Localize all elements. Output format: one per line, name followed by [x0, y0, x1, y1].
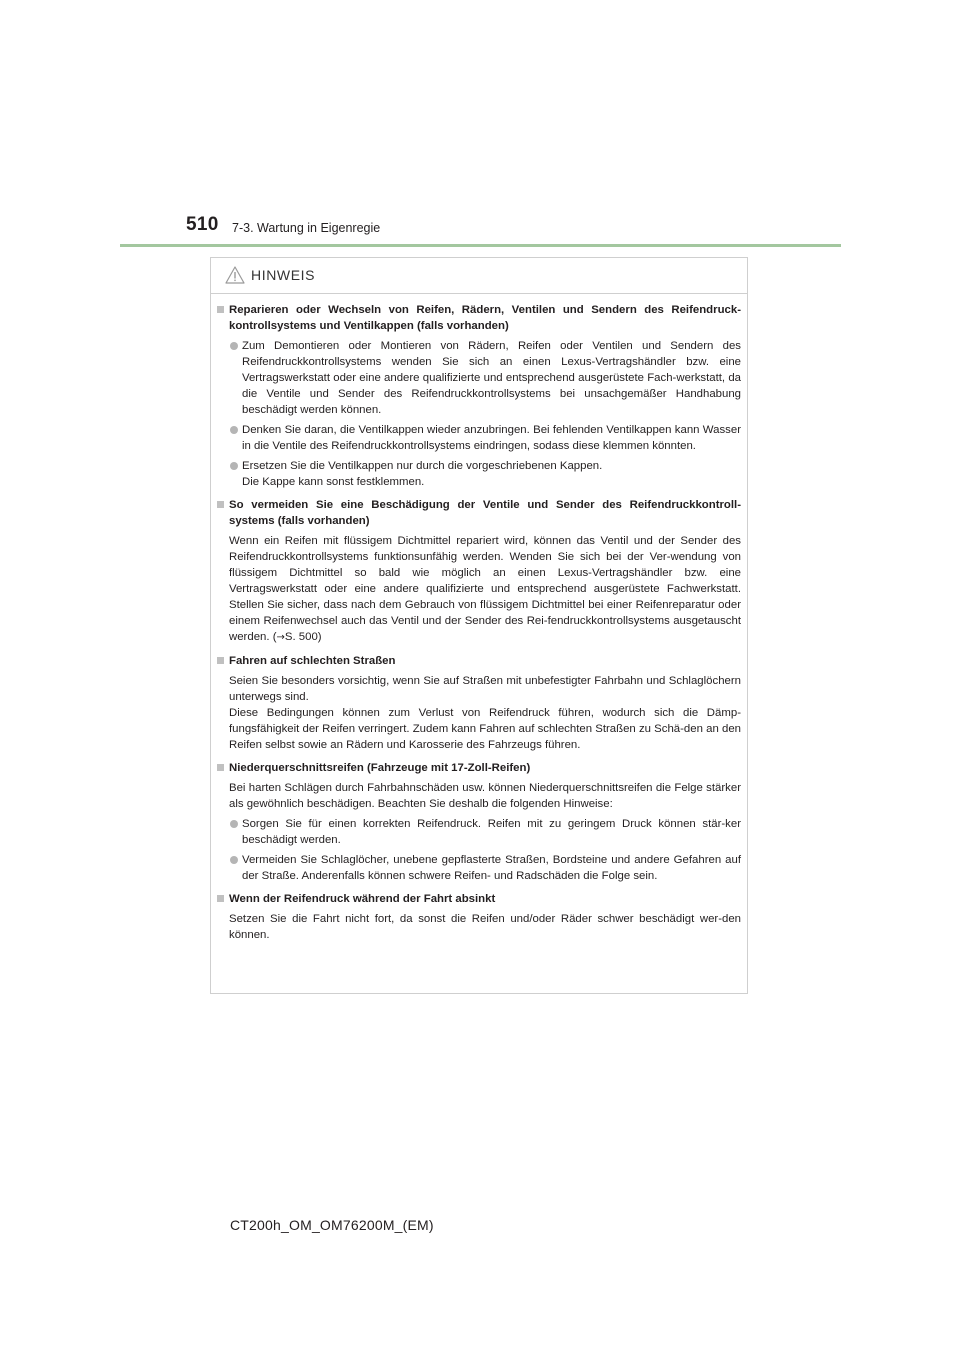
- bullet-item: [229, 422, 741, 454]
- notice-title: HINWEIS: [251, 267, 316, 283]
- header-rule: [120, 244, 841, 247]
- heading-text: Reparieren oder Wechseln von Reifen, Rädern, Ventilen und Sendern des Reifendruck-kontrollsystems und Ventilkappen (falls vorhanden): [229, 304, 741, 332]
- bullet-item: [229, 458, 741, 490]
- warning-triangle-icon: [225, 266, 245, 284]
- paragraph-text: Wenn ein Reifen mit flüssigem Dichtmittel repariert wird, können das Ventil und der Sender des Reifendruckkontrollsystems funktionsunfähig werden. Wenden Sie sich bei der Ver-wendung von flüssigem Dichtmittel so bald wie möglich an einen Lexus-Vertragshändler bzw. eine Vertragswerkstatt oder eine andere qualifizierte und entsprechend ausgerüstete Fachwerkstatt. Stellen Sie sicher, dass nach dem Gebrauch von flüssigem Dichtmittel bei einer Reifenreparatur oder einem Reifenwechsel auch das Ventil und der Sender des Rei-fendruckkontrollsystems ausgetauscht werden. (: [229, 535, 741, 643]
- square-bullet-icon: [217, 657, 224, 664]
- paragraph: [229, 673, 741, 705]
- notice-header: [225, 264, 315, 286]
- bullet-text: Ersetzen Sie die Ventilkappen nur durch die vorgeschriebenen Kappen.: [242, 460, 603, 472]
- section-heading: [217, 891, 741, 907]
- page-number: 510: [186, 214, 219, 235]
- bullet-text: Zum Demontieren oder Montieren von Rädern, Reifen oder Ventilen und Sendern des Reifendruckkontrollsystems wenden Sie sich an einen Lexus-Vertragshändler bzw. eine Vertragswerkstatt oder eine andere qualifizierte und entsprechend ausgerüstete Fach-werkstatt, da die Ventile und Sender des Reifendruckkontrollsystems bei unsachgemäßer Handhabung beschädigt werden können.: [242, 340, 741, 416]
- circle-bullet-icon: [230, 856, 238, 864]
- bullet-item: [229, 852, 741, 884]
- paragraph: [229, 705, 741, 753]
- bullet-text: Denken Sie daran, die Ventilkappen wieder anzubringen. Bei fehlenden Ventilkappen kann Wasser in die Ventile des Reifendruckkontrollsystems eindringen, sodass diese klemmen könnten.: [242, 424, 741, 452]
- paragraph-text: Diese Bedingungen können zum Verlust von Reifendruck führen, wodurch sich die Dämp-fungsfähigkeit der Reifen verringert. Zudem kann Fahren auf schlechten Straßen zu Schä-den an den Reifen selbst sowie an Rädern und Karosserie des Fahrzeugs führen.: [229, 707, 741, 751]
- paragraph: [229, 911, 741, 943]
- bullet-item: [229, 816, 741, 848]
- bullet-text-continuation: Die Kappe kann sonst festklemmen.: [242, 476, 425, 488]
- square-bullet-icon: [217, 501, 224, 508]
- notice-content: [217, 302, 741, 943]
- bullet-text: Sorgen Sie für einen korrekten Reifendruck. Reifen mit zu geringem Druck können stär-ker beschädigt werden.: [242, 818, 741, 846]
- paragraph: [229, 533, 741, 646]
- section-heading: [217, 302, 741, 334]
- section-heading: [217, 653, 741, 669]
- section-heading: [217, 497, 741, 529]
- paragraph-text: Bei harten Schlägen durch Fahrbahnschäden usw. können Niederquerschnittsreifen die Felge stärker als gewöhnlich beschädigen. Beachten Sie deshalb die folgenden Hinweise:: [229, 782, 741, 810]
- square-bullet-icon: [217, 306, 224, 313]
- notice-divider: [211, 293, 747, 294]
- square-bullet-icon: [217, 764, 224, 771]
- heading-text: Wenn der Reifendruck während der Fahrt absinkt: [229, 893, 496, 905]
- circle-bullet-icon: [230, 342, 238, 350]
- notice-box: [210, 257, 748, 994]
- paragraph-text: Setzen Sie die Fahrt nicht fort, da sonst die Reifen und/oder Räder schwer beschädigt wer-den können.: [229, 913, 741, 941]
- square-bullet-icon: [217, 895, 224, 902]
- heading-text: Fahren auf schlechten Straßen: [229, 655, 396, 667]
- bullet-item: [229, 338, 741, 418]
- bullet-text: Vermeiden Sie Schlaglöcher, unebene gepflasterte Straßen, Bordsteine und andere Gefahren auf der Straße. Anderenfalls können schwere Reifen- und Radschäden die Folge sein.: [242, 854, 741, 882]
- paragraph: [229, 780, 741, 812]
- paragraph-text: Seien Sie besonders vorsichtig, wenn Sie auf Straßen mit unbefestigter Fahrbahn und Schlaglöchern unterwegs sind.: [229, 675, 741, 703]
- arrow-right-icon: →: [276, 632, 285, 643]
- circle-bullet-icon: [230, 462, 238, 470]
- heading-text: Niederquerschnittsreifen (Fahrzeuge mit 17-Zoll-Reifen): [229, 762, 531, 774]
- page-reference-link[interactable]: S. 500): [284, 631, 322, 643]
- section-title: 7-3. Wartung in Eigenregie: [232, 221, 381, 235]
- section-heading: [217, 760, 741, 776]
- heading-text: So vermeiden Sie eine Beschädigung der Ventile und Sender des Reifendruckkontroll-systems (falls vorhanden): [229, 499, 741, 527]
- document-code: CT200h_OM_OM76200M_(EM): [230, 1217, 434, 1233]
- circle-bullet-icon: [230, 426, 238, 434]
- circle-bullet-icon: [230, 820, 238, 828]
